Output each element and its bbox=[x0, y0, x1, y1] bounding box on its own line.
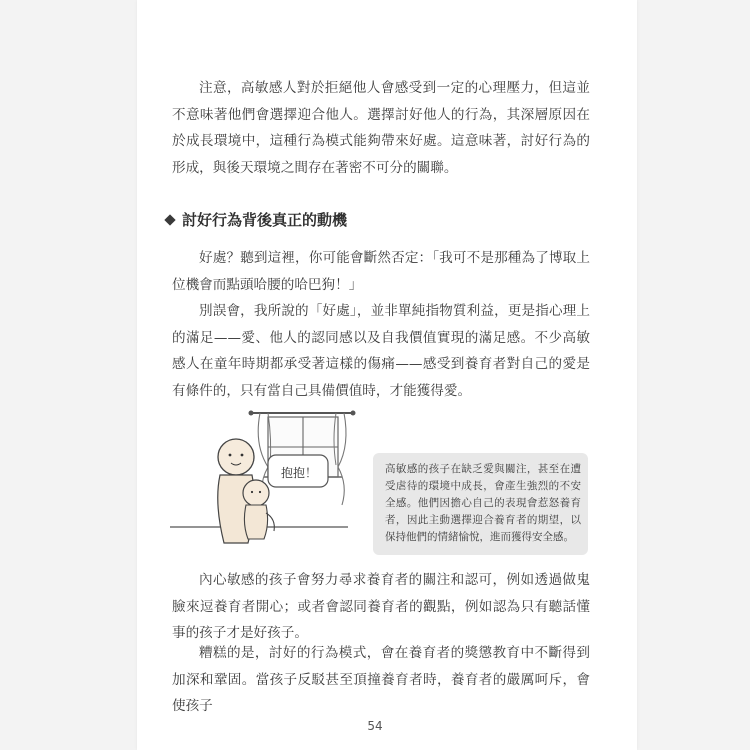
caption-text: 高敏感的孩子在缺乏愛與關注，甚至在遭受虐待的環境中成長，會產生強烈的不安全感。他們因擔心自己的表現會惹怒養育者，因此主動選擇迎合養育者的期望，以保持他們的情緒愉悅，進而獲得安全感。 bbox=[385, 463, 581, 543]
paragraph-4: 內心敏感的孩子會努力尋求養育者的關注和認可，例如透過做鬼臉來逗養育者開心；或者會認同養育者的觀點，例如認為只有聽話懂事的孩子才是好孩子。 bbox=[172, 572, 590, 641]
paragraph-3: 別誤會，我所說的「好處」，並非單純指物質利益，更是指心理上的滿足——愛、他人的認同感以及自我價值實現的滿足感。不少高敏感人在童年時期都承受著這樣的傷痛——感受到養育者對自己的愛是有條件的，只有當自己具備價值時，才能獲得愛。 bbox=[172, 303, 590, 399]
illustration bbox=[168, 405, 588, 555]
paragraph-1: 注意，高敏感人對於拒絕他人會感受到一定的心理壓力，但這並不意味著他們會選擇迎合他人。選擇討好他人的行為，其深層原因在於成長環境中，這種行為模式能夠帶來好處。這意味著，討好行為的形成，與後天環境之間存在著密不可分的關聯。 bbox=[172, 80, 590, 176]
paragraph-2: 好處？聽到這裡，你可能會斷然否定：「我可不是那種為了博取上位機會而點頭哈腰的哈巴狗！」 bbox=[172, 250, 590, 293]
section-heading-text: 討好行為背後真正的動機 bbox=[182, 211, 348, 229]
section-heading bbox=[166, 209, 347, 230]
diamond-bullet-icon bbox=[164, 214, 175, 225]
page-number: 54 bbox=[367, 719, 383, 733]
paragraph-5: 糟糕的是，討好的行為模式，會在養育者的獎懲教育中不斷得到加深和鞏固。當孩子反駁甚至頂撞養育者時，養育者的嚴厲呵斥，會使孩子 bbox=[172, 645, 590, 714]
speech-bubble-text: 抱抱！ bbox=[280, 466, 317, 480]
caption-box bbox=[373, 453, 588, 555]
